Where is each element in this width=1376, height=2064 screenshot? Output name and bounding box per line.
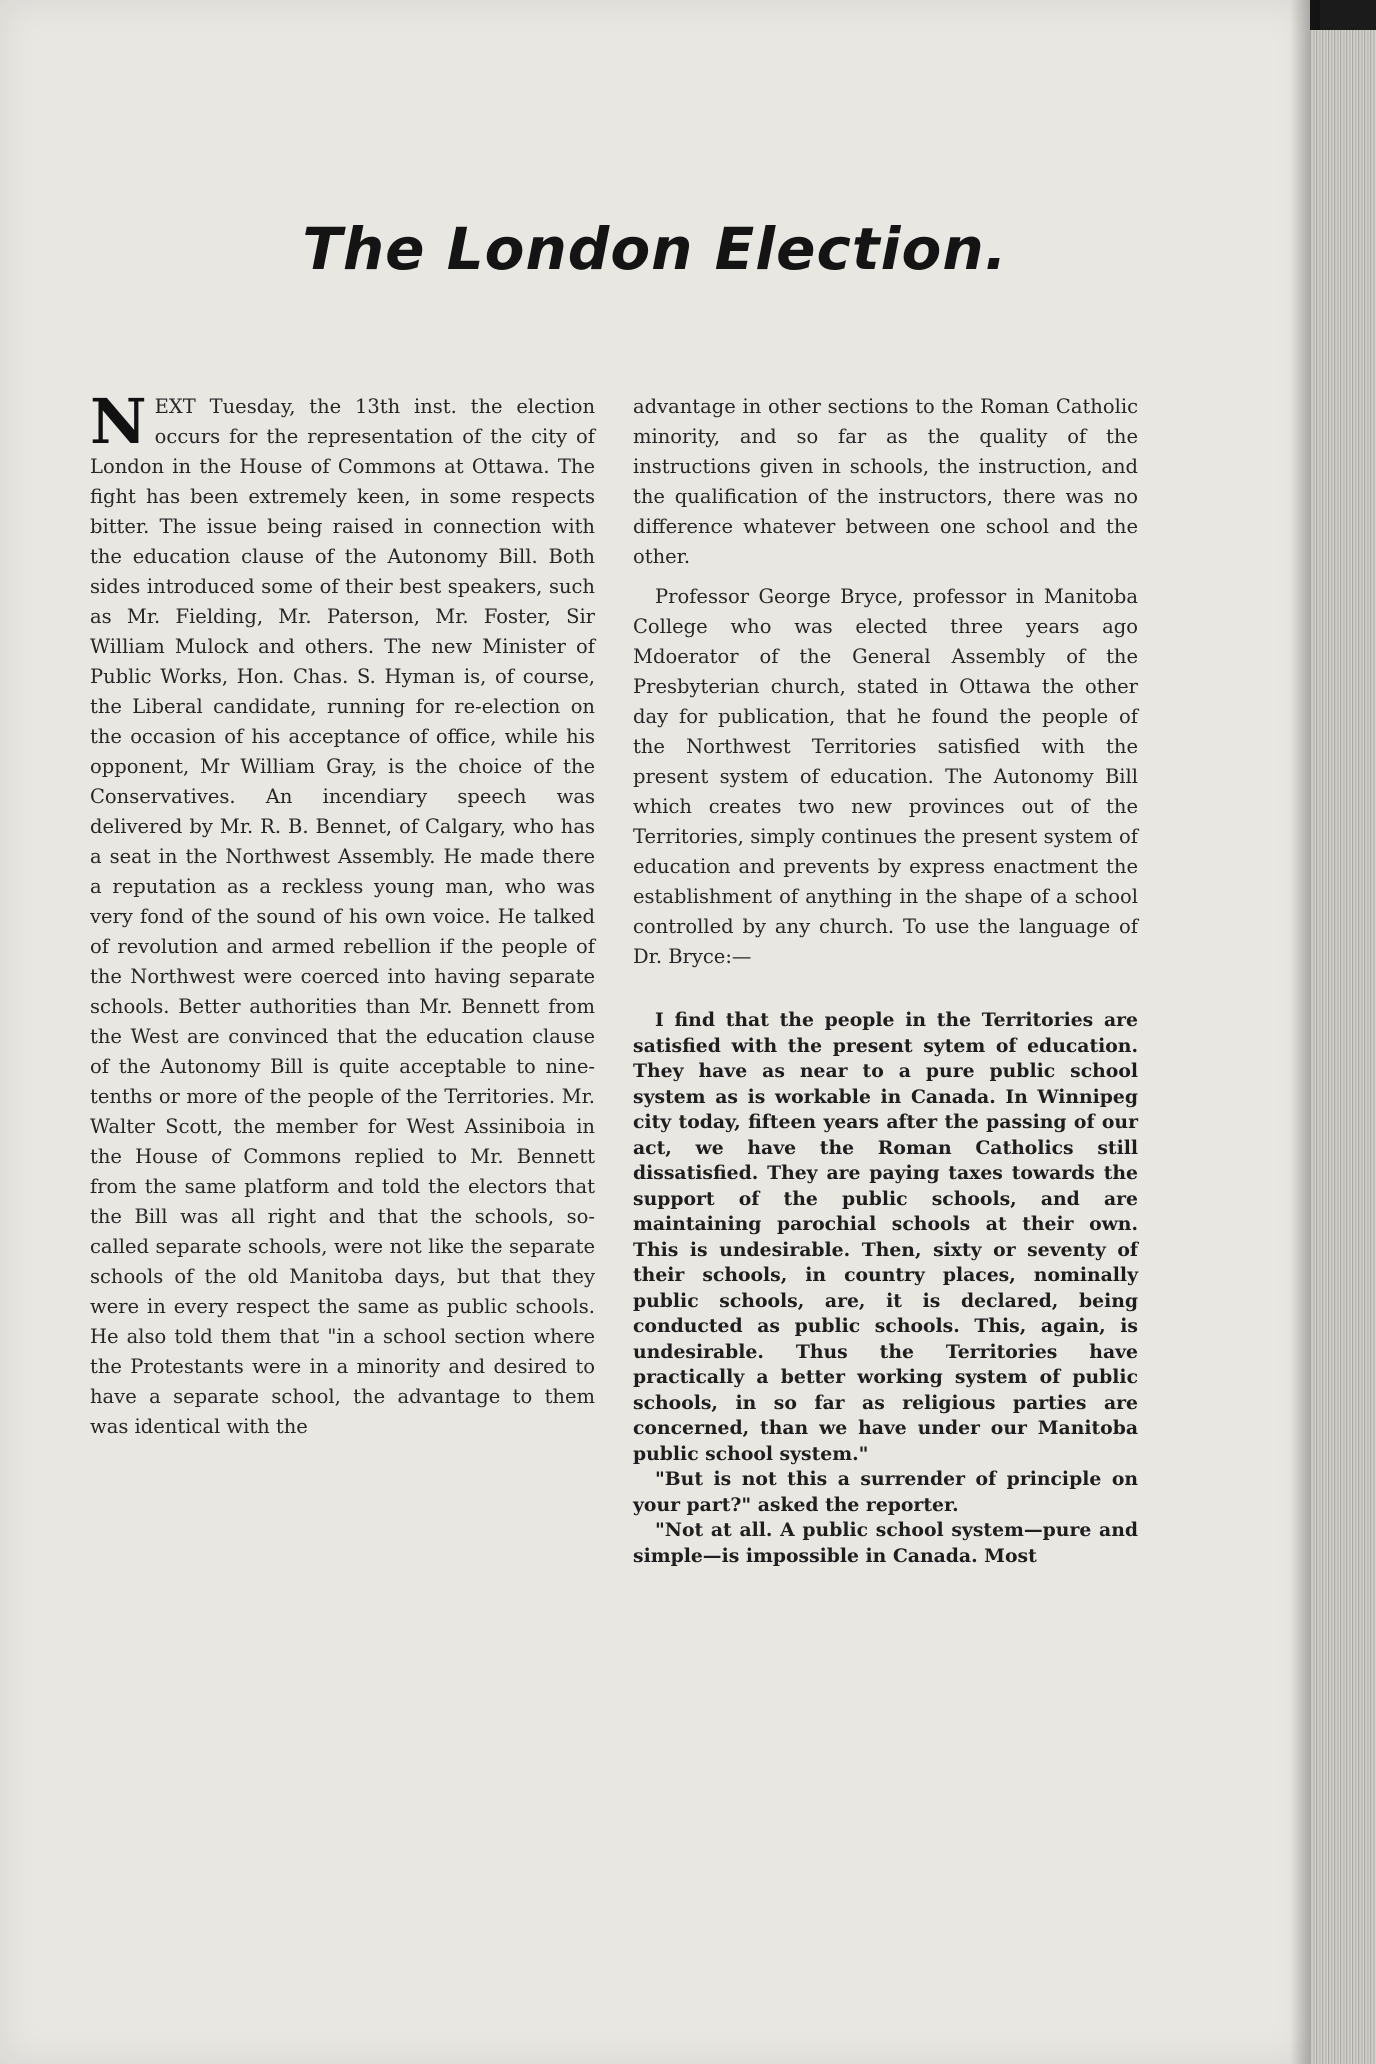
- left-paragraph-1-text: EXT Tuesday, the 13th inst. the election occurs for the representation of the city of London in the House of Commons at Ottawa. The fight has been extremely keen, in some respects bitter. The issue being raised in connection with the education clause of the Autonomy Bill. Both sides introduced some of their best speakers, such as Mr. Fielding, Mr. Paterson, Mr. Foster, Sir William Mulock and others. The new Minister of Public Works, Hon. Chas. S. Hyman is, of course, the Liberal candidate, running for re-election on the occasion of his acceptance of office, while his opponent, Mr William Gray, is the choice of the Conservatives. An incendiary speech was delivered by Mr. R. B. Bennet, of Calgary, who has a seat in the Northwest Assembly. He made there a reputation as a reckless young man, who was very fond of the sound of his own voice. He talked of revolution and armed rebellion if the people of the Northwest were coerced into having separate schools. Better authorities than Mr. Bennett from the West are convinced that the education clause of the Autonomy Bill is quite acceptable to nine-tenths or more of the people of the Territories. Mr. Walter Scott, the member for West Assiniboia in the House of Commons replied to Mr. Bennett from the same platform and told the electors that the Bill was all right and that the schools, so-called separate schools, were not like the separate schools of the old Manitoba days, but that they were in every respect the same as public schools. He also told them that "in a school section where the Protestants were in a minority and desired to have a separate school, the advantage to them was identical with the: [90, 395, 595, 1438]
- right-paragraph-2: Professor George Bryce, professor in Manitoba College who was elected three years ago Mdoerator of the General Assembly of the Presbyterian church, stated in Ottawa the other day for publication, that he found the people of the Northwest Territories satisfied with the present system of education. The Autonomy Bill which creates two new provinces out of the Territories, simply continues the present system of education and prevents by express enactment the establishment of anything in the shape of a school controlled by any church. To use the language of Dr. Bryce:—: [633, 585, 1138, 968]
- reporter-question: "But is not this a surrender of principle on your part?" asked the reporter.: [633, 1468, 1138, 1516]
- bryce-quote: I find that the people in the Territories are satisfied with the present sytem of education. They have as near to a pure public school system as is workable in Canada. In Winnipeg city today, fifteen years after the passing of our act, we have the Roman Catholics still dissatisfied. They are paying taxes towards the support of the public schools, and are maintaining parochial schools at their own. This is undesirable. Then, sixty or seventy of their schools, in country places, nominally public schools, are, it is declared, being conducted as public schools. This, again, is undesirable. Thus the Territories have practically a better working system of public schools, in so far as religious parties are concerned, than we have under our Manitoba public school system.": [633, 1009, 1138, 1465]
- right-paragraph-1: advantage in other sections to the Roman Catholic minority, and so far as the quality of the instructions given in schools, the instruction, and the qualification of the instructors, there was no difference whatever between one school and the other.: [633, 395, 1138, 568]
- right-column: [633, 392, 1138, 1569]
- drop-cap: N: [90, 385, 147, 458]
- book-page-stack: [1310, 30, 1376, 2064]
- article-title: The London Election.: [302, 215, 1008, 283]
- left-paragraph-1: [90, 385, 595, 1442]
- bryce-answer: "Not at all. A public school system—pure and simple—is impossible in Canada. Most: [633, 1519, 1138, 1567]
- left-column: [90, 385, 595, 1442]
